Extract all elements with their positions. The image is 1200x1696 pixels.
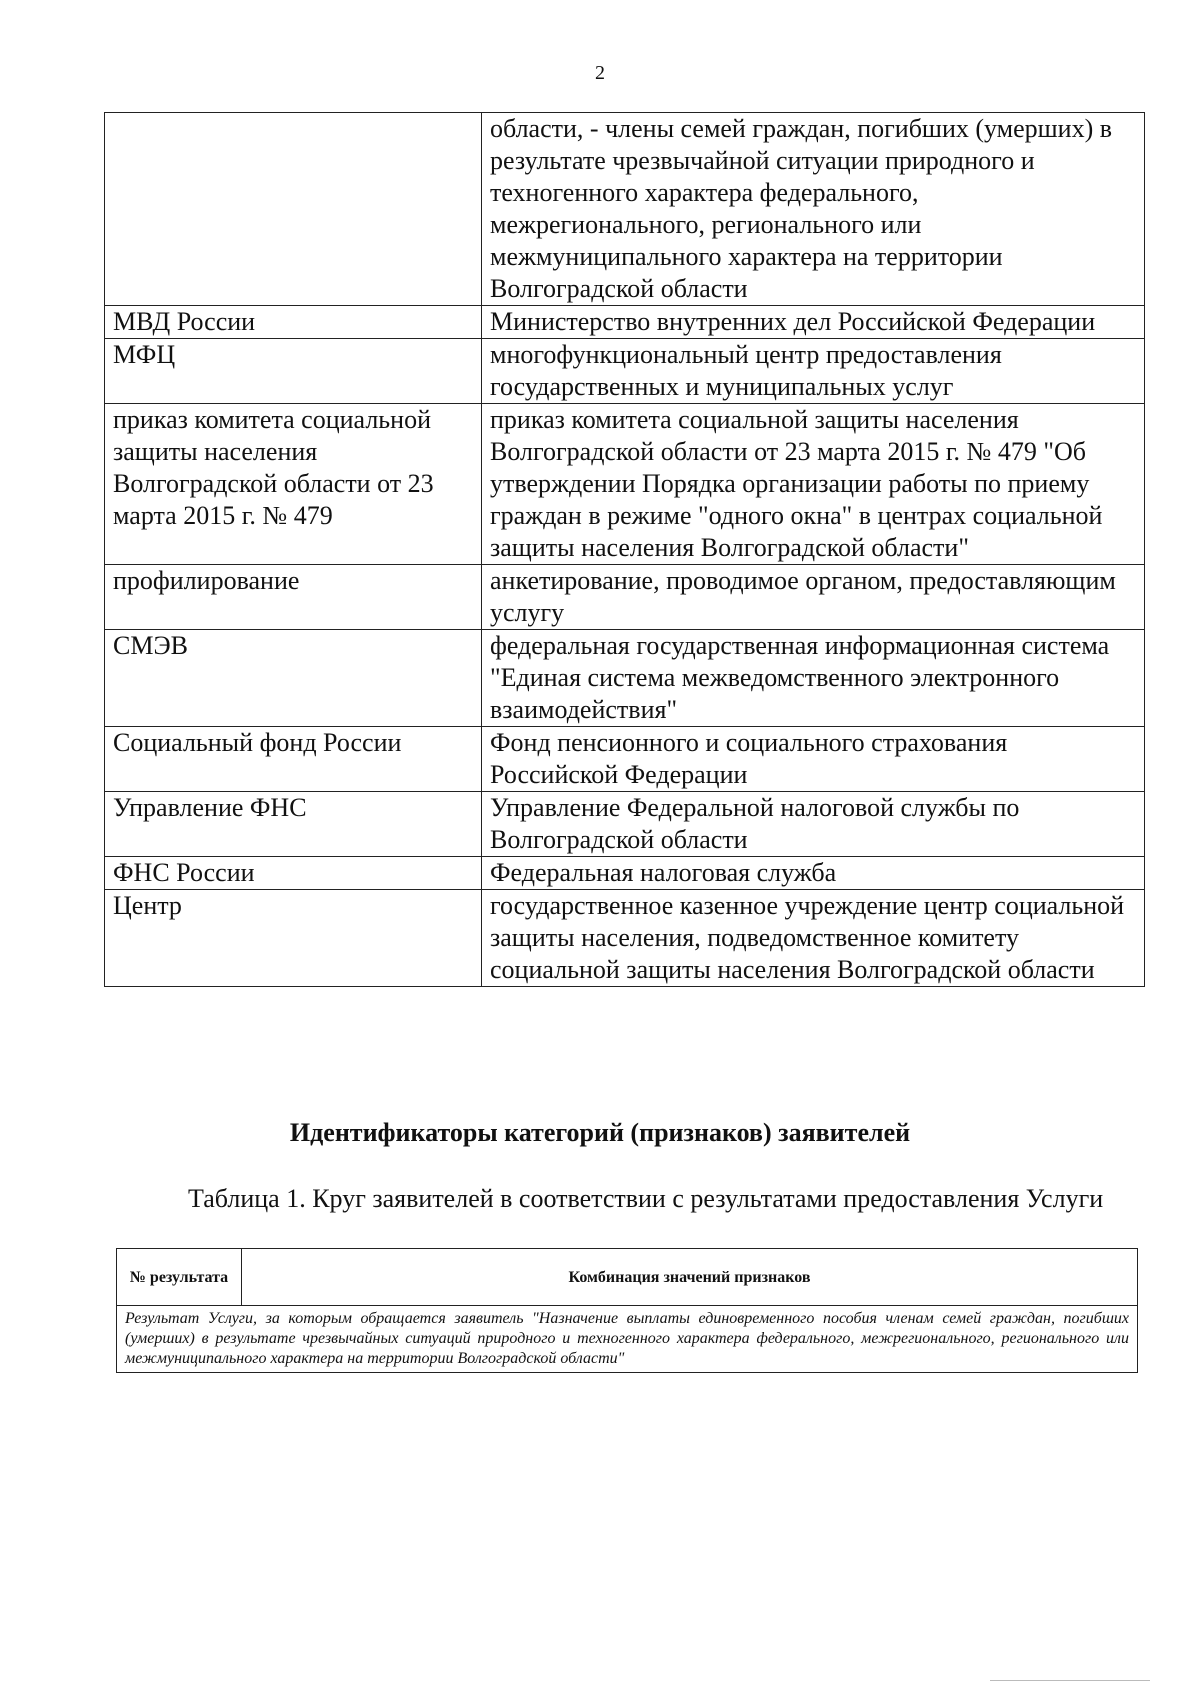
terms-table bbox=[104, 112, 1145, 987]
page-number: 2 bbox=[595, 62, 605, 84]
table-row bbox=[105, 306, 1145, 339]
term-cell: Управление ФНС bbox=[105, 792, 482, 857]
table-row bbox=[105, 857, 1145, 890]
term-cell: МФЦ bbox=[105, 339, 482, 404]
definition-cell: приказ комитета социальной защиты населения Волгоградской области от 23 марта 2015 г. № 479 "Об утверждении Порядка организации работы по приему граждан в режиме "одного окна" в центрах социальной защиты населения Волгоградской области" bbox=[482, 404, 1145, 565]
table-row bbox=[105, 727, 1145, 792]
term-cell: приказ комитета социальной защиты населения Волгоградской области от 23 марта 2015 г. № 479 bbox=[105, 404, 482, 565]
definition-cell: Министерство внутренних дел Российской Федерации bbox=[482, 306, 1145, 339]
term-cell: Социальный фонд России bbox=[105, 727, 482, 792]
result-description: Результат Услуги, за которым обращается заявитель "Назначение выплаты единовременного пособия членам семей граждан, погибших (умерших) в результате чрезвычайных ситуаций природного и техногенного характера федерального, межрегионального, регионального или межмуниципального характера на территории Волгоградской области" bbox=[117, 1306, 1138, 1373]
results-table bbox=[116, 1248, 1138, 1373]
term-cell: ФНС России bbox=[105, 857, 482, 890]
table-row bbox=[105, 339, 1145, 404]
table-row bbox=[105, 890, 1145, 987]
definition-cell: Фонд пенсионного и социального страхования Российской Федерации bbox=[482, 727, 1145, 792]
header-combination: Комбинация значений признаков bbox=[242, 1249, 1138, 1306]
definition-cell: государственное казенное учреждение центр социальной защиты населения, подведомственное комитету социальной защиты населения Волгоградской области bbox=[482, 890, 1145, 987]
definition-cell: Управление Федеральной налоговой службы по Волгоградской области bbox=[482, 792, 1145, 857]
scan-edge-line bbox=[990, 1680, 1150, 1681]
term-cell: СМЭВ bbox=[105, 630, 482, 727]
definition-cell: федеральная государственная информационная система "Единая система межведомственного электронного взаимодействия" bbox=[482, 630, 1145, 727]
section-title: Идентификаторы категорий (признаков) заявителей bbox=[289, 1118, 911, 1147]
term-cell: МВД России bbox=[105, 306, 482, 339]
table-row bbox=[105, 565, 1145, 630]
definition-cell: анкетирование, проводимое органом, предоставляющим услугу bbox=[482, 565, 1145, 630]
table-row bbox=[105, 792, 1145, 857]
table-header-row bbox=[117, 1249, 1138, 1306]
definition-cell: многофункциональный центр предоставления государственных и муниципальных услуг bbox=[482, 339, 1145, 404]
definition-cell: Федеральная налоговая служба bbox=[482, 857, 1145, 890]
header-result-number: № результата bbox=[117, 1249, 242, 1306]
table-row bbox=[117, 1306, 1138, 1373]
term-cell: профилирование bbox=[105, 565, 482, 630]
term-cell bbox=[105, 113, 482, 306]
table-row bbox=[105, 404, 1145, 565]
table-row bbox=[105, 630, 1145, 727]
table-row bbox=[105, 113, 1145, 306]
definition-cell: области, - члены семей граждан, погибших (умерших) в результате чрезвычайной ситуации природного и техногенного характера федерального, межрегионального, регионального или межмуниципального характера на территории Волгоградской области bbox=[482, 113, 1145, 306]
table-caption: Таблица 1. Круг заявителей в соответствии с результатами предоставления Услуги bbox=[188, 1184, 1104, 1213]
term-cell: Центр bbox=[105, 890, 482, 987]
